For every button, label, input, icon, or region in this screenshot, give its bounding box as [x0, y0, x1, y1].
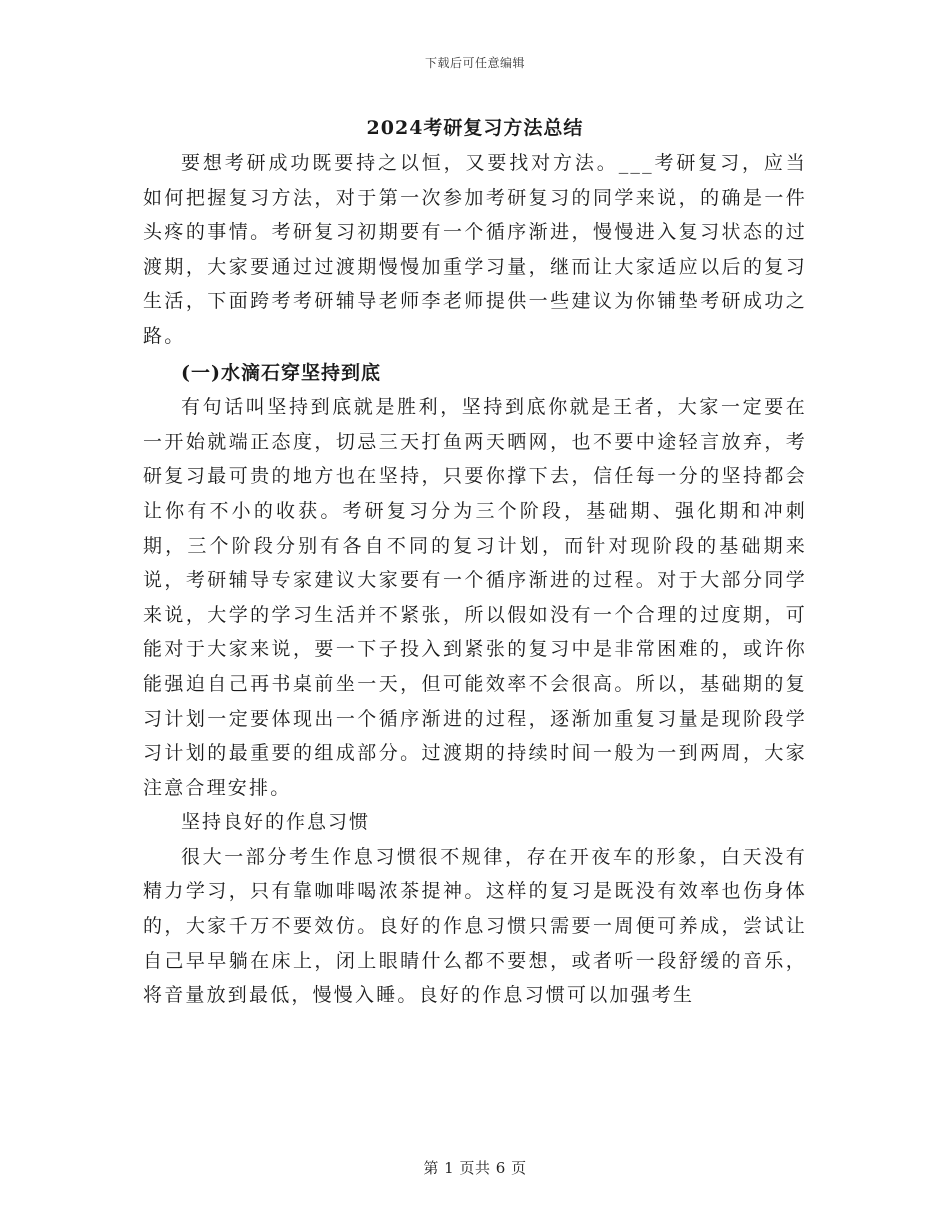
document-body — [143, 110, 807, 1013]
intro-paragraph: 要想考研成功既要持之以恒，又要找对方法。___考研复习，应当如何把握复习方法，对于第一次参加考研复习的同学来说，的确是一件头疼的事情。考研复习初期要有一个循序渐进，慢慢进入复习状态的过渡期，大家要通过过渡期慢慢加重学习量，继而让大家适应以后的复习生活，下面跨考考研辅导老师李老师提供一些建议为你铺垫考研成功之路。 — [143, 152, 807, 347]
header-note: 下载后可任意编辑 — [424, 56, 525, 70]
section-heading-1: (一)水滴石穿坚持到底 — [181, 361, 381, 384]
section-heading-2: 坚持良好的作息习惯 — [181, 811, 371, 834]
page-number-footer: 第 1 页共 6 页 — [423, 1159, 527, 1177]
section-paragraph-2: 很大一部分考生作息习惯很不规律，存在开夜车的形象，白天没有精力学习，只有靠咖啡喝浓茶提神。这样的复习是既没有效率也伤身体的，大家千万不要效仿。良好的作息习惯只需要一周便可养成，尝试让自己早早躺在床上，闭上眼睛什么都不要想，或者听一段舒缓的音乐，将音量放到最低，慢慢入睡。良好的作息习惯可以加强考生 — [143, 845, 807, 1007]
document-title: 2024考研复习方法总结 — [366, 117, 584, 139]
section-paragraph-1: 有句话叫坚持到底就是胜利，坚持到底你就是王者，大家一定要在一开始就端正态度，切忌三天打鱼两天晒网，也不要中途轻言放弃，考研复习最可贵的地方也在坚持，只要你撑下去，信任每一分的坚持都会让你有不小的收获。考研复习分为三个阶段，基础期、强化期和冲刺期，三个阶段分别有各自不同的复习计划，而针对现阶段的基础期来说，考研辅导专家建议大家要有一个循序渐进的过程。对于大部分同学来说，大学的学习生活并不紧张，所以假如没有一个合理的过度期，可能对于大家来说，要一下子投入到紧张的复习中是非常困难的，或许你能强迫自己再书桌前坐一天，但可能效率不会很高。所以，基础期的复习计划一定要体现出一个循序渐进的过程，逐渐加重复习量是现阶段学习计划的最重要的组成部分。过渡期的持续时间一般为一到两周，大家注意合理安排。 — [143, 396, 807, 799]
